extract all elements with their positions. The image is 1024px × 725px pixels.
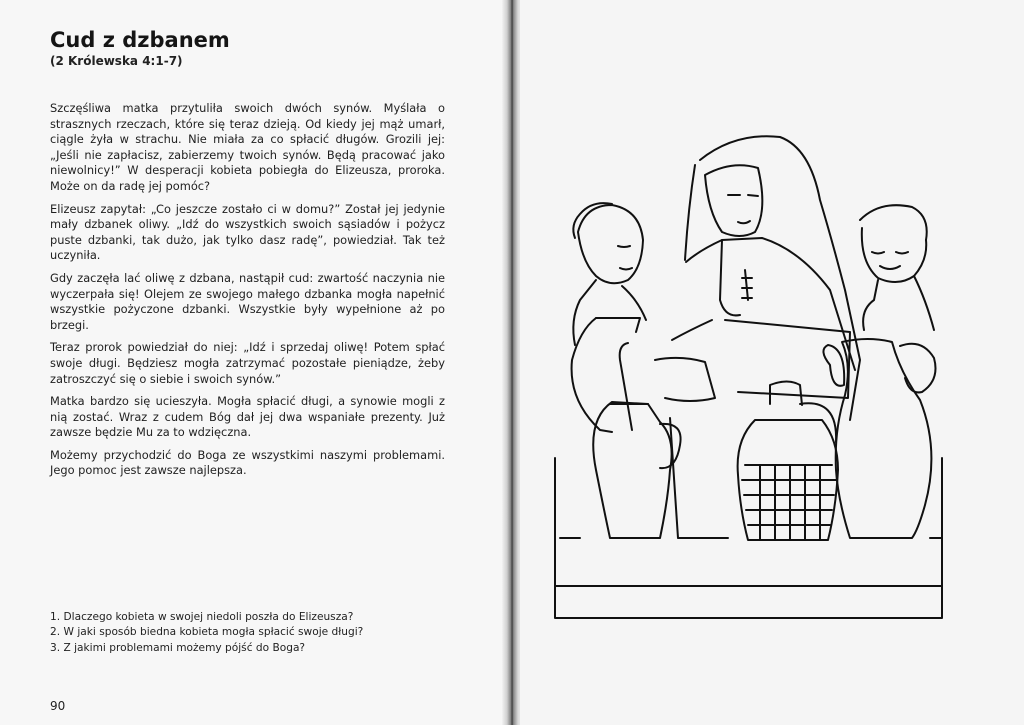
story-paragraph: Elizeusz zapytał: „Co jeszcze zostało ci w domu?” Został jej jedynie mały dzbanek oliwy. „Idź do wszystkich swoich sąsiadów i pożycz puste dzbanki, tak dużo, jak tylko dasz radę”, powiedział. Tak też uczyniła. — [50, 201, 445, 263]
story-paragraph: Możemy przychodzić do Boga ze wszystkimi naszymi problemami. Jego pomoc jest zawsze najlepsza. — [50, 447, 445, 478]
left-page — [0, 0, 506, 725]
question-item: 1. Dlaczego kobieta w swojej niedoli poszła do Elizeusza? — [50, 611, 354, 623]
bible-reference: (2 Królewska 4:1-7) — [50, 54, 183, 68]
question-list — [50, 610, 470, 656]
story-title: Cud z dzbanem — [50, 28, 230, 52]
coloring-illustration — [520, 0, 1024, 725]
jars-group — [572, 318, 936, 540]
question-item: 2. W jaki sposób biedna kobieta mogła spłacić swoje długi? — [50, 626, 364, 639]
story-paragraph: Matka bardzo się ucieszyła. Mogła spłacić długi, a synowie mogli z nią zostać. Wraz z cudem Bóg dał jej dwa wspaniałe prezenty. Już zawsze będzie Mu za to wdzięczna. — [50, 394, 445, 440]
story-paragraph: Teraz prorok powiedział do niej: „Idź i sprzedaj oliwę! Potem spłać swoje długi. Będziesz mogła zatrzymać pozostałe pieniądze, żeby zatroszczyć się o siebie i swoich synów.” — [50, 340, 445, 386]
book-gutter — [502, 0, 522, 725]
left-boy-figure — [573, 203, 646, 345]
right-page — [520, 0, 1024, 725]
woman-figure — [655, 136, 860, 420]
story-paragraph: Szczęśliwa matka przytuliła swoich dwóch synów. Myślała o strasznych rzeczach, które się teraz dzieją. Od kiedy jej mąż umarł, ciągle żyła w strachu. Nie miała za co spłacić długów. Grozili jej: „Jeśli nie zapłacisz, zabierzemy twoich synów. Będą pracować jako niewolnicy!” W desperacji kobieta pobiegła do Elizeusza, proroka. Może on da radę jej pomóc? — [50, 101, 445, 193]
question-item: 3. Z jakimi problemami możemy pójść do Boga? — [50, 641, 306, 654]
story-paragraph: Gdy zaczęła lać oliwę z dzbana, nastąpił cud: zwartość naczynia nie wyczerpała się! Olejem ze swojego małego dzbanka mogła napełnić wszystkie pożyczone dzbanki. Wszystkie były wypełnione aż po brzegi. — [50, 270, 445, 332]
right-boy-figure — [860, 205, 934, 330]
story-text — [50, 101, 445, 486]
page-number: 90 — [50, 699, 66, 713]
